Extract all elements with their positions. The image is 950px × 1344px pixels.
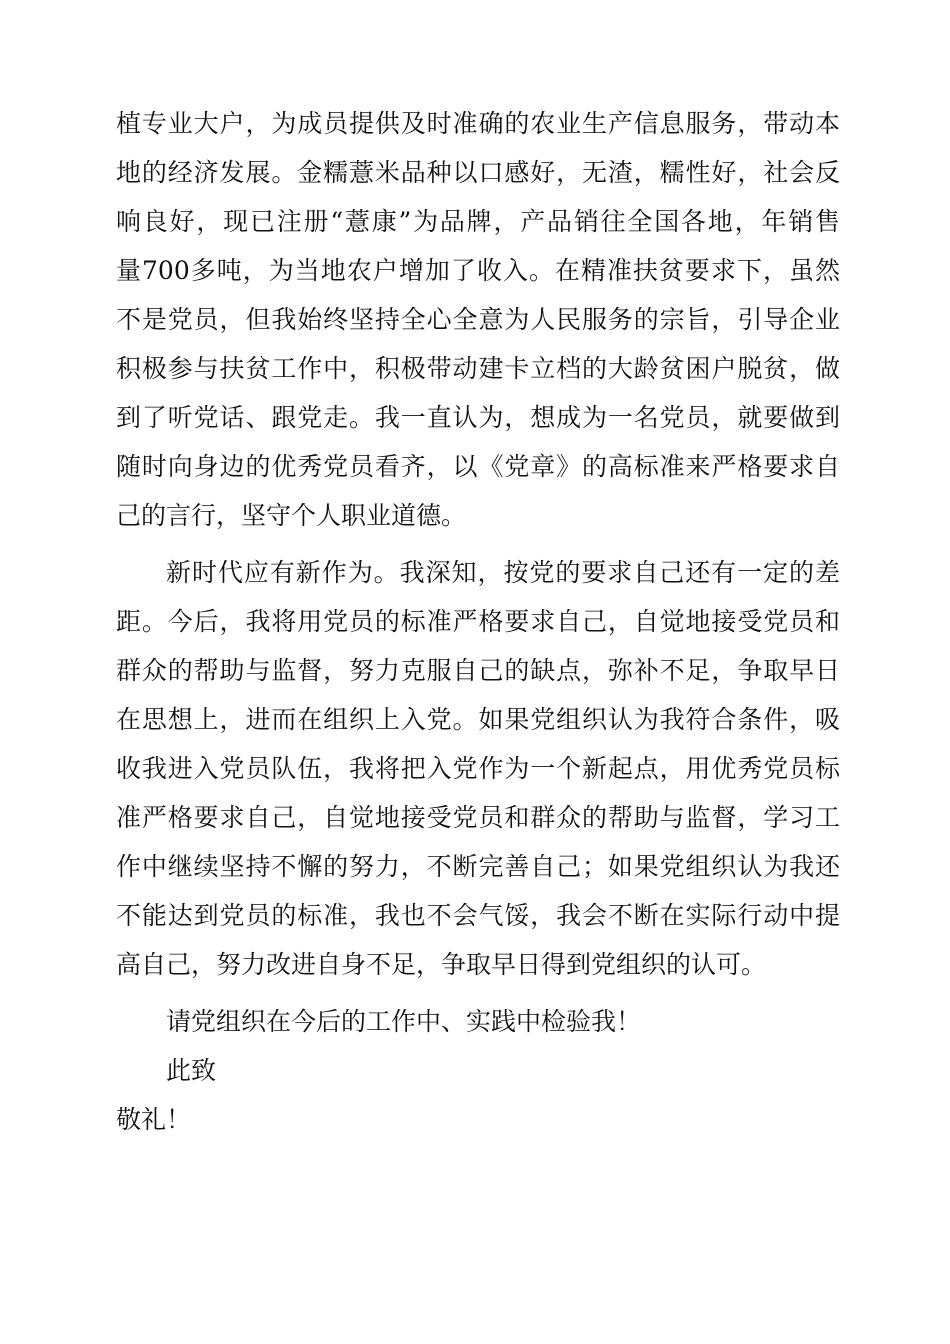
paragraph-2-line-4: 在思想上，进而在组织上入党。如果党组织认为我符合条件，吸 bbox=[116, 705, 840, 734]
paragraph-3-line-1: 请党组织在今后的工作中、实践中检验我！ bbox=[166, 1007, 642, 1036]
paragraph-2-line-1: 新时代应有新作为。我深知，按党的要求自己还有一定的差 bbox=[166, 558, 840, 587]
paragraph-2-line-5: 收我进入党员队伍，我将把入党作为一个新起点，用优秀党员标 bbox=[116, 754, 840, 783]
paragraph-1-line-7: 到了听党话、跟党走。我一直认为，想成为一名党员，就要做到 bbox=[116, 403, 840, 432]
closing-regards: 敬礼！ bbox=[116, 1105, 192, 1134]
paragraph-1-line-5: 不是党员，但我始终坚持全心全意为人民服务的宗旨，引导企业 bbox=[116, 305, 840, 334]
paragraph-2-line-9: 高自己，努力改进自身不足，争取早日得到党组织的认可。 bbox=[116, 950, 767, 979]
paragraph-1-line-1: 植专业大户，为成员提供及时准确的农业生产信息服务，带动本 bbox=[116, 109, 840, 138]
paragraph-2-line-3: 群众的帮助与监督，努力克服自己的缺点，弥补不足，争取早日 bbox=[116, 656, 840, 685]
paragraph-2-line-7: 作中继续坚持不懈的努力，不断完善自己；如果党组织认为我还 bbox=[116, 852, 840, 881]
paragraph-2-line-2: 距。今后，我将用党员的标准严格要求自己，自觉地接受党员和 bbox=[116, 607, 840, 636]
paragraph-1-line-4: 量700多吨，为当地农户增加了收入。在精准扶贫要求下，虽然 bbox=[116, 256, 840, 285]
paragraph-1-line-2: 地的经济发展。金糯薏米品种以口感好，无渣，糯性好，社会反 bbox=[116, 158, 840, 187]
closing-salutation: 此致 bbox=[166, 1056, 217, 1085]
paragraph-1-line-6: 积极参与扶贫工作中，积极带动建卡立档的大龄贫困户脱贫，做 bbox=[116, 354, 840, 383]
paragraph-1-line-8: 随时向身边的优秀党员看齐，以《党章》的高标准来严格要求自 bbox=[116, 452, 840, 481]
paragraph-1-line-9: 己的言行，坚守个人职业道德。 bbox=[116, 501, 467, 530]
paragraph-2-line-8: 不能达到党员的标准，我也不会气馁，我会不断在实际行动中提 bbox=[116, 901, 840, 930]
paragraph-1-line-3: 响良好，现已注册“薏康”为品牌，产品销往全国各地，年销售 bbox=[116, 207, 840, 236]
paragraph-2-line-6: 准严格要求自己，自觉地接受党员和群众的帮助与监督，学习工 bbox=[116, 803, 840, 832]
